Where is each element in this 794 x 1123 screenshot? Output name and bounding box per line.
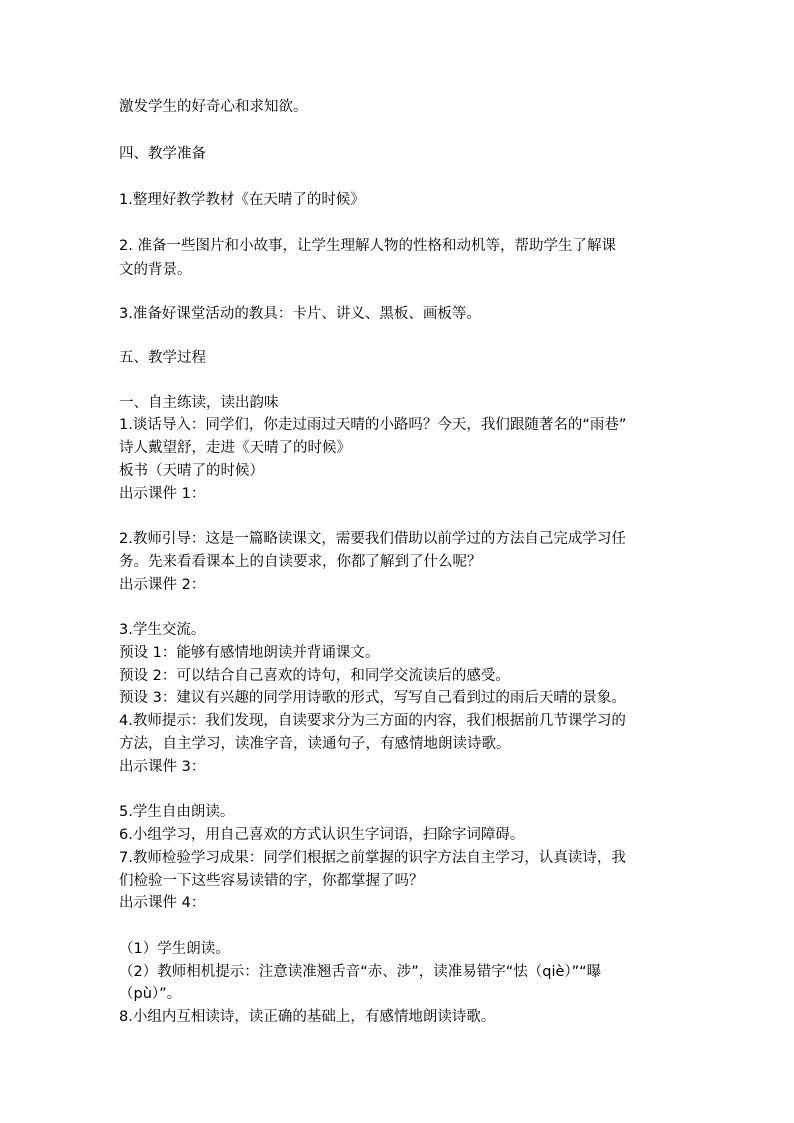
text-line: 8.小组内互相读诗，读正确的基础上，有感情地朗读诗歌。 xyxy=(119,1009,496,1025)
text-line: 1.整理好教学教材《在天晴了的时候》 xyxy=(119,192,365,208)
text-line: 5.学生自由朗读。 xyxy=(119,804,235,820)
text-line: （1）学生朗读。 xyxy=(119,941,230,957)
text-line: 方法，自主学习，读准字音，读通句子，有感情地朗读诗歌。 xyxy=(119,736,511,752)
text-line: 出示课件 4： xyxy=(119,895,206,911)
text-line: 1.谈话导入：同学们，你走过雨过天晴的小路吗？今天，我们跟随著名的“雨巷” xyxy=(119,417,627,433)
text-line: 板书（天晴了的时候） xyxy=(119,463,264,479)
section-heading: 五、教学过程 xyxy=(119,350,206,366)
text-line: 们检验一下这些容易读错的字，你都掌握了吗？ xyxy=(119,873,424,889)
text-line: 2.教师引导：这是一篇略读课文，需要我们借助以前学过的方法自己完成学习任 xyxy=(119,531,626,547)
text-line: （pù）”。 xyxy=(119,986,182,1002)
text-line: 7.教师检验学习成果：同学们根据之前掌握的识字方法自主学习，认真读诗，我 xyxy=(119,850,626,866)
text-line: 6.小组学习，用自己喜欢的方式认识生字词语，扫除字词障碍。 xyxy=(119,827,525,843)
text-line: 预设 3：建议有兴趣的同学用诗歌的形式，写写自己看到过的雨后天晴的景象。 xyxy=(119,690,626,706)
text-line: 3.准备好课堂活动的教具：卡片、讲义、黑板、画板等。 xyxy=(119,306,481,322)
text-line: 4.教师提示：我们发现，自读要求分为三方面的内容，我们根据前几节课学习的 xyxy=(119,713,626,729)
subsection-heading: 一、自主练读，读出韵味 xyxy=(119,395,279,411)
text-line: 出示课件 2： xyxy=(119,577,206,593)
section-heading: 四、教学准备 xyxy=(119,146,206,162)
text-line: 预设 1：能够有感情地朗读并背诵课文。 xyxy=(119,645,380,661)
text-line: 出示课件 1： xyxy=(119,486,206,502)
text-line: 文的背景。 xyxy=(119,262,192,278)
text-line: 激发学生的好奇心和求知欲。 xyxy=(119,99,308,115)
text-line: 预设 2：可以结合自己喜欢的诗句，和同学交流读后的感受。 xyxy=(119,668,510,684)
text-line: 诗人戴望舒，走进《天晴了的时候》 xyxy=(119,440,351,456)
text-line: 务。先来看看课本上的自读要求，你都了解到了什么呢？ xyxy=(119,554,482,570)
text-line: （2）教师相机提示：注意读准翘舌音“赤、涉”，读准易错字“怯（qiè）”“曝 xyxy=(119,964,602,980)
text-line: 出示课件 3： xyxy=(119,759,206,775)
text-line: 2. 准备一些图片和小故事，让学生理解人物的性格和动机等，帮助学生了解课 xyxy=(119,238,616,254)
text-line: 3.学生交流。 xyxy=(119,622,206,638)
